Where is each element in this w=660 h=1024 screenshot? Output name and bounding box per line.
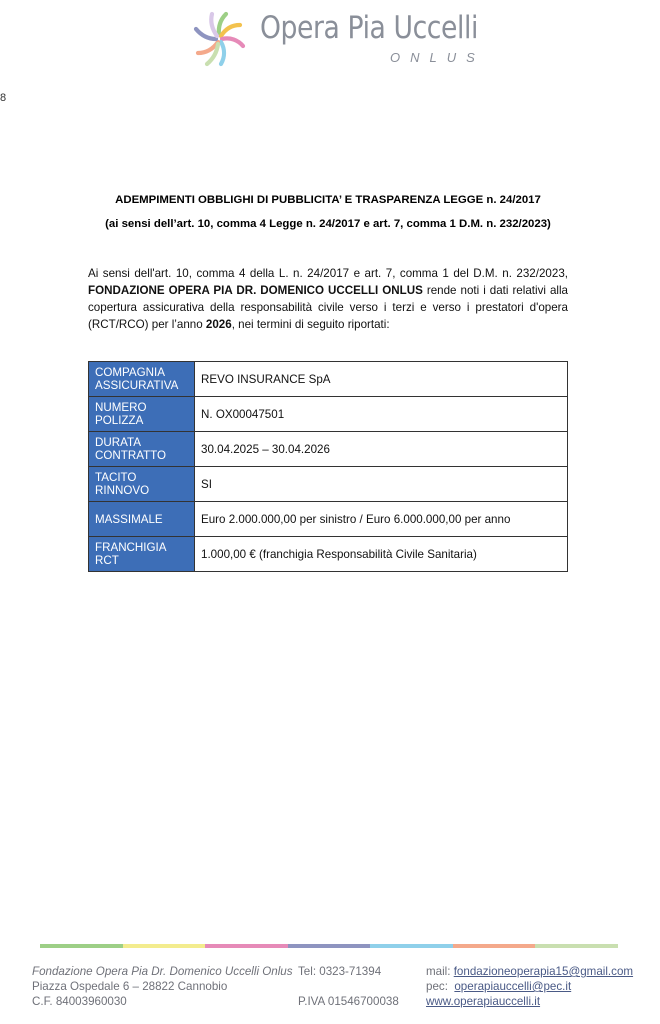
footer-address: Piazza Ospedale 6 – 28822 Cannobio (32, 980, 228, 993)
footer-mail-label: mail: (426, 965, 454, 978)
intro-text-2: rende noti i dati relativi alla copertura assicurativa della responsabilità civile verso i terzi e verso i prestatori d'opera (RCT/RCO) per l’anno (88, 284, 568, 331)
row-value: Euro 2.000.000,00 per sinistro / Euro 6.000.000,00 per anno (195, 502, 568, 537)
stripe-segment (123, 944, 206, 948)
footer-org-name: Fondazione Opera Pia Dr. Domenico Uccelli Onlus (32, 965, 293, 978)
table-row (89, 537, 568, 572)
footer-contact-block (298, 964, 399, 1009)
footer-pec-link[interactable]: operapiauccelli@pec.it (454, 980, 572, 993)
row-label: DURATA CONTRATTO (89, 432, 195, 467)
row-label: FRANCHIGIA RCT (89, 537, 195, 572)
stripe-segment (288, 944, 371, 948)
stripe-segment (205, 944, 288, 948)
document-subtitle: (ai sensi dell’art. 10, comma 4 Legge n. 24/2017 e art. 7, comma 1 D.M. n. 232/2023) (105, 218, 551, 230)
row-value: N. OX00047501 (195, 397, 568, 432)
row-value: REVO INSURANCE SpA (195, 362, 568, 397)
intro-org-name: FONDAZIONE OPERA PIA DR. DOMENICO UCCELLI ONLUS (88, 284, 423, 297)
table-row (89, 502, 568, 537)
footer-web-link[interactable]: www.operapiauccelli.it (426, 995, 541, 1008)
opera-pia-logo-icon (188, 8, 250, 70)
footer-tel: Tel: 0323-71394 (298, 965, 382, 978)
row-label: MASSIMALE (89, 502, 195, 537)
row-label: COMPAGNIA ASSICURATIVA (89, 362, 195, 397)
row-value: 1.000,00 € (franchigia Responsabilità Civile Sanitaria) (195, 537, 568, 572)
document-title: ADEMPIMENTI OBBLIGHI DI PUBBLICITA’ E TRASPARENZA LEGGE n. 24/2017 (115, 194, 541, 206)
stray-mark: 8 (0, 92, 7, 104)
footer-pec-label: pec: (426, 980, 455, 993)
footer-links-block (426, 964, 633, 1009)
row-value: 30.04.2025 – 30.04.2026 (195, 432, 568, 467)
stripe-segment (370, 944, 453, 948)
table-row (89, 362, 568, 397)
stripe-segment (453, 944, 536, 948)
row-label: NUMERO POLIZZA (89, 397, 195, 432)
row-value: SI (195, 467, 568, 502)
footer-piva: P.IVA 01546700038 (298, 995, 399, 1008)
footer-mail-link[interactable]: fondazioneoperapia15@gmail.com (453, 965, 634, 978)
footer-address-block (32, 964, 293, 1009)
intro-text-3: , nei termini di seguito riportati: (231, 318, 390, 331)
table-row (89, 432, 568, 467)
table-row (89, 397, 568, 432)
brand-subtitle: ONLUS (390, 50, 485, 65)
insurance-table (88, 361, 568, 572)
intro-paragraph (88, 265, 568, 333)
stripe-segment (535, 944, 618, 948)
table-row (89, 467, 568, 502)
footer-color-stripe (40, 944, 618, 948)
brand-name: Opera Pia Uccelli (260, 10, 478, 46)
intro-text-1: Ai sensi dell'art. 10, comma 4 della L. n. 24/2017 e art. 7, comma 1 del D.M. n. 232/2023, (88, 267, 568, 280)
intro-year: 2026 (205, 318, 232, 331)
row-label: TACITO RINNOVO (89, 467, 195, 502)
footer-cf: C.F. 84003960030 (32, 995, 127, 1008)
stripe-segment (40, 944, 123, 948)
letterhead (0, 0, 660, 78)
